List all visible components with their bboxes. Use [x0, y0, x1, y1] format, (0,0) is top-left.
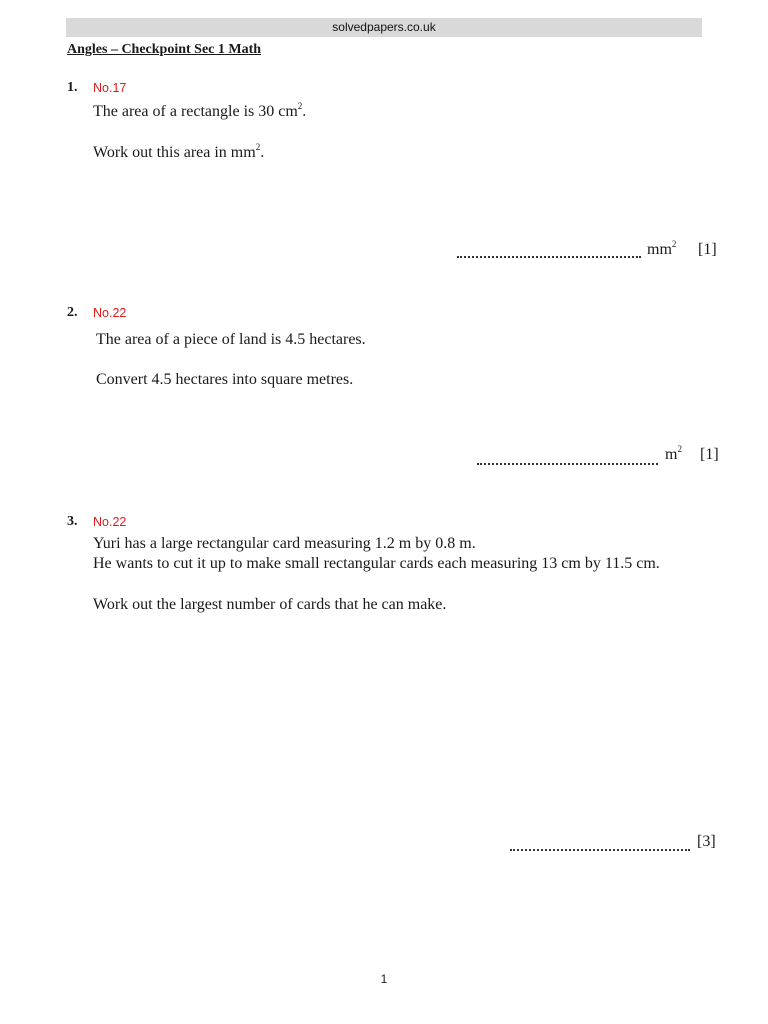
marks-label: [3] — [697, 833, 716, 850]
answer-line[interactable] — [510, 846, 690, 851]
site-name: solvedpapers.co.uk — [332, 20, 436, 34]
question-instruction: Work out this area in $mm^2$. — [93, 142, 265, 161]
answer-line[interactable] — [457, 253, 641, 258]
question-number: 2. — [67, 305, 78, 320]
site-header — [66, 18, 702, 37]
marks-label: [1] — [698, 241, 717, 258]
question-instruction: Work out the largest number of cards that he can make. — [93, 596, 447, 613]
page-number: 1 — [380, 972, 388, 986]
document-title: Angles – Checkpoint Sec 1 Math — [67, 42, 262, 57]
answer-line[interactable] — [477, 460, 658, 465]
marks-label: [1] — [700, 446, 719, 463]
answer-unit: $mm^2$ — [647, 239, 677, 258]
question-source: No.22 — [93, 515, 127, 529]
question-text: The area of a piece of land is 4.5 hectares. — [96, 331, 366, 348]
question-text: Yuri has a large rectangular card measuring 1.2 m by 0.8 m. — [93, 535, 476, 552]
question-number: 1. — [67, 80, 78, 95]
question-instruction: Convert 4.5 hectares into square metres. — [96, 371, 354, 388]
question-text: He wants to cut it up to make small rectangular cards each measuring 13 cm by 11.5 cm. — [93, 555, 660, 572]
question-text: The area of a rectangle is 30 $cm^2$. — [93, 101, 307, 120]
question-source: No.22 — [93, 306, 127, 320]
question-number: 3. — [67, 514, 78, 529]
answer-unit: $m^2$ — [665, 444, 682, 463]
question-source: No.17 — [93, 81, 127, 95]
